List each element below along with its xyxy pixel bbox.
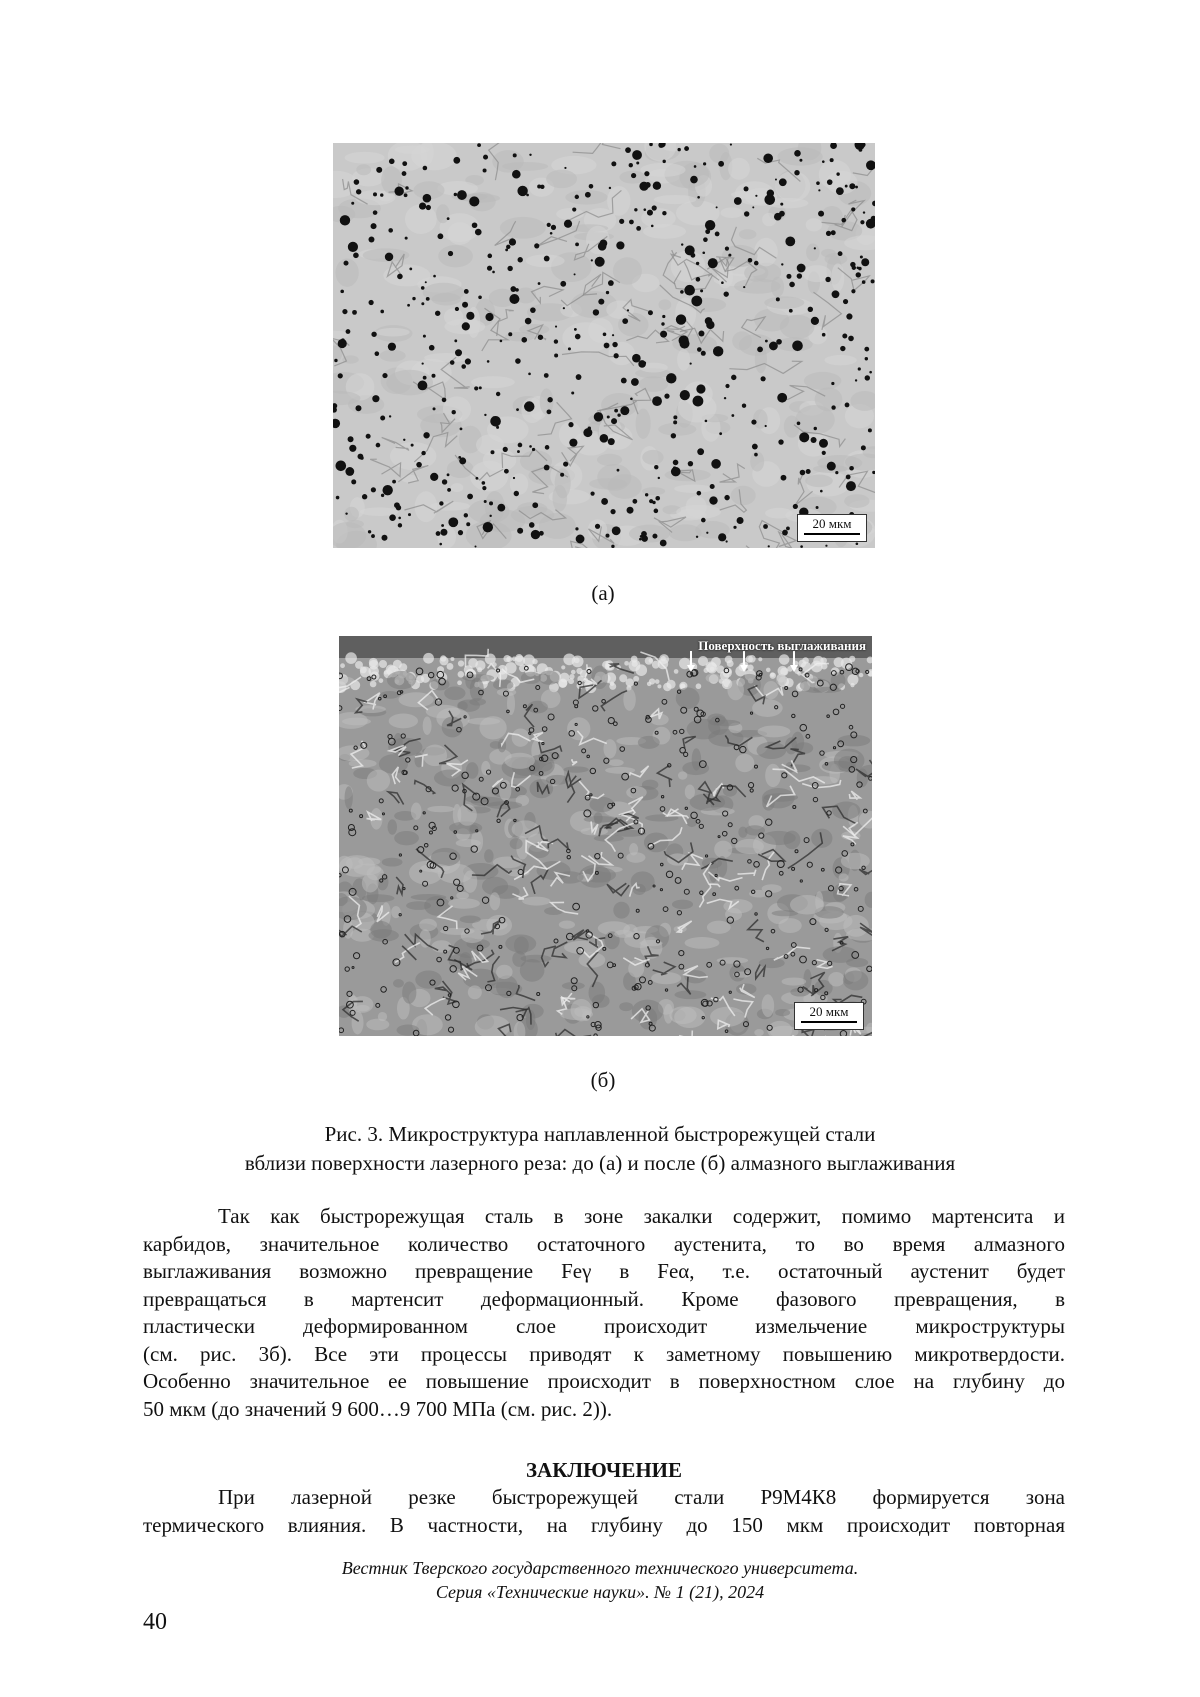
section-heading: ЗАКЛЮЧЕНИЕ — [143, 1458, 1065, 1483]
paragraph-line: термического влияния. В частности, на глубину до 150 мкм происходит повторная — [143, 1512, 1065, 1540]
body-paragraph-1 — [143, 1203, 1065, 1423]
figure-b-label: (б) — [553, 1068, 653, 1093]
paragraph-line: Так как быстрорежущая сталь в зоне закалки содержит, помимо мартенсита и — [143, 1203, 1065, 1231]
figure-caption-line-2: вблизи поверхности лазерного реза: до (а) и после (б) алмазного выглаживания — [130, 1150, 1070, 1177]
paragraph-line: карбидов, значительное количество остаточного аустенита, то во время алмазного — [143, 1231, 1065, 1259]
scale-line-a — [804, 533, 860, 535]
paragraph-line: превращаться в мартенсит деформационный. Кроме фазового превращения, в — [143, 1286, 1065, 1314]
paragraph-line: выглаживания возможно превращение Feγ в Feα, т.е. остаточный аустенит будет — [143, 1258, 1065, 1286]
paragraph-line: пластически деформированном слое происходит измельчение микроструктуры — [143, 1313, 1065, 1341]
micrograph-a-image — [333, 143, 875, 548]
scale-bar-a — [797, 514, 867, 542]
page-number: 40 — [143, 1609, 167, 1636]
figure-caption-line-1: Рис. 3. Микроструктура наплавленной быстрорежущей стали — [130, 1121, 1070, 1148]
scale-line-b — [801, 1021, 857, 1023]
micrograph-b — [339, 636, 872, 1036]
paragraph-line: 50 мкм (до значений 9 600…9 700 МПа (см. рис. 2)). — [143, 1396, 1065, 1424]
journal-footer-line-2: Серия «Технические науки». № 1 (21), 2024 — [200, 1580, 1000, 1604]
figure-a-label: (а) — [553, 581, 653, 606]
paragraph-line: При лазерной резке быстрорежущей стали Р9М4К8 формируется зона — [143, 1484, 1065, 1512]
paragraph-line: (см. рис. 3б). Все эти процессы приводят к заметному повышению микротвердости. — [143, 1341, 1065, 1369]
body-paragraph-2 — [143, 1484, 1065, 1539]
scale-label-b: 20 мкм — [809, 1004, 848, 1019]
paragraph-line: Особенно значительное ее повышение происходит в поверхностном слое на глубину до — [143, 1368, 1065, 1396]
journal-footer-line-1: Вестник Тверского государственного технического университета. — [200, 1556, 1000, 1580]
micrograph-b-image — [339, 636, 872, 1036]
scale-bar-b — [794, 1002, 864, 1030]
surface-label: Поверхность выглаживания — [698, 638, 866, 654]
micrograph-a — [333, 143, 875, 548]
scale-label-a: 20 мкм — [812, 516, 851, 531]
